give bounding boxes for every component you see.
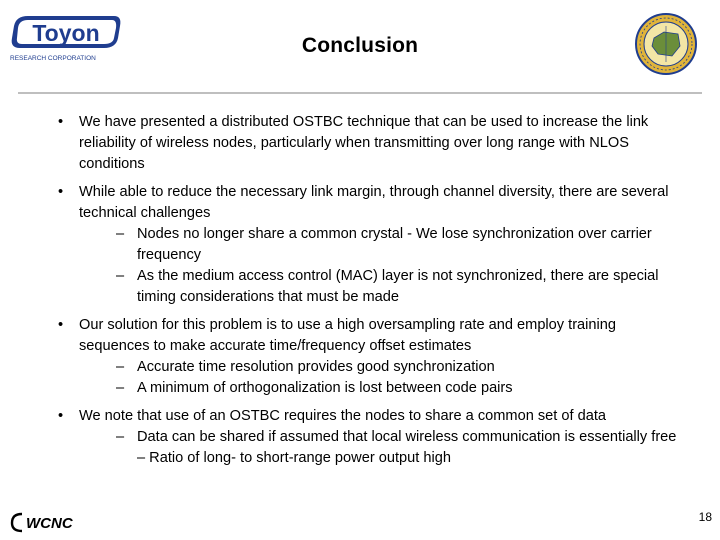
bullet-text: • Our solution for this problem is to use a high oversampling rate and employ training sequences to make accurate time/frequency offset estimates <box>79 317 617 354</box>
bullet-text: • While able to reduce the necessary link margin, through channel diversity, there are several technical challenges <box>79 184 669 221</box>
sub-bullet-item: – A minimum of orthogonalization is lost between code pairs <box>79 378 678 399</box>
bullet-item <box>58 112 678 175</box>
sub-bullet-item: – Nodes no longer share a common crystal - We lose synchronization over carrier frequency <box>79 224 678 266</box>
toyon-logo-tagline: RESEARCH CORPORATION <box>10 55 96 62</box>
bullet-item <box>58 406 678 469</box>
sub-bullet-item: – As the medium access control (MAC) layer is not synchronized, there are special timing considerations that must be made <box>79 266 678 308</box>
bullet-text: • We have presented a distributed OSTBC technique that can be used to increase the link reliability of wireless nodes, particularly when transmitting over long range with NLOS conditions <box>79 114 649 172</box>
university-seal-icon <box>634 12 698 76</box>
slide-body <box>58 112 678 476</box>
title-divider <box>18 92 702 94</box>
wcnc-swoosh-icon <box>12 514 22 531</box>
bullet-item <box>58 315 678 399</box>
sub-bullet-item: – Accurate time resolution provides good synchronization <box>79 357 678 378</box>
toyon-logo-wordmark: Toyon <box>32 20 100 46</box>
wcnc-logo-text: WCNC <box>26 515 73 532</box>
page-number: 18 <box>698 510 712 524</box>
sub-bullet-item: – Data can be shared if assumed that local wireless communication is essentially free – Ratio of long- to short-range power output high <box>79 427 678 469</box>
bullet-text: • We note that use of an OSTBC requires the nodes to share a common set of data <box>79 408 607 424</box>
slide-title: Conclusion <box>301 34 419 57</box>
wcnc-logo <box>10 511 94 533</box>
bullet-item <box>58 182 678 308</box>
